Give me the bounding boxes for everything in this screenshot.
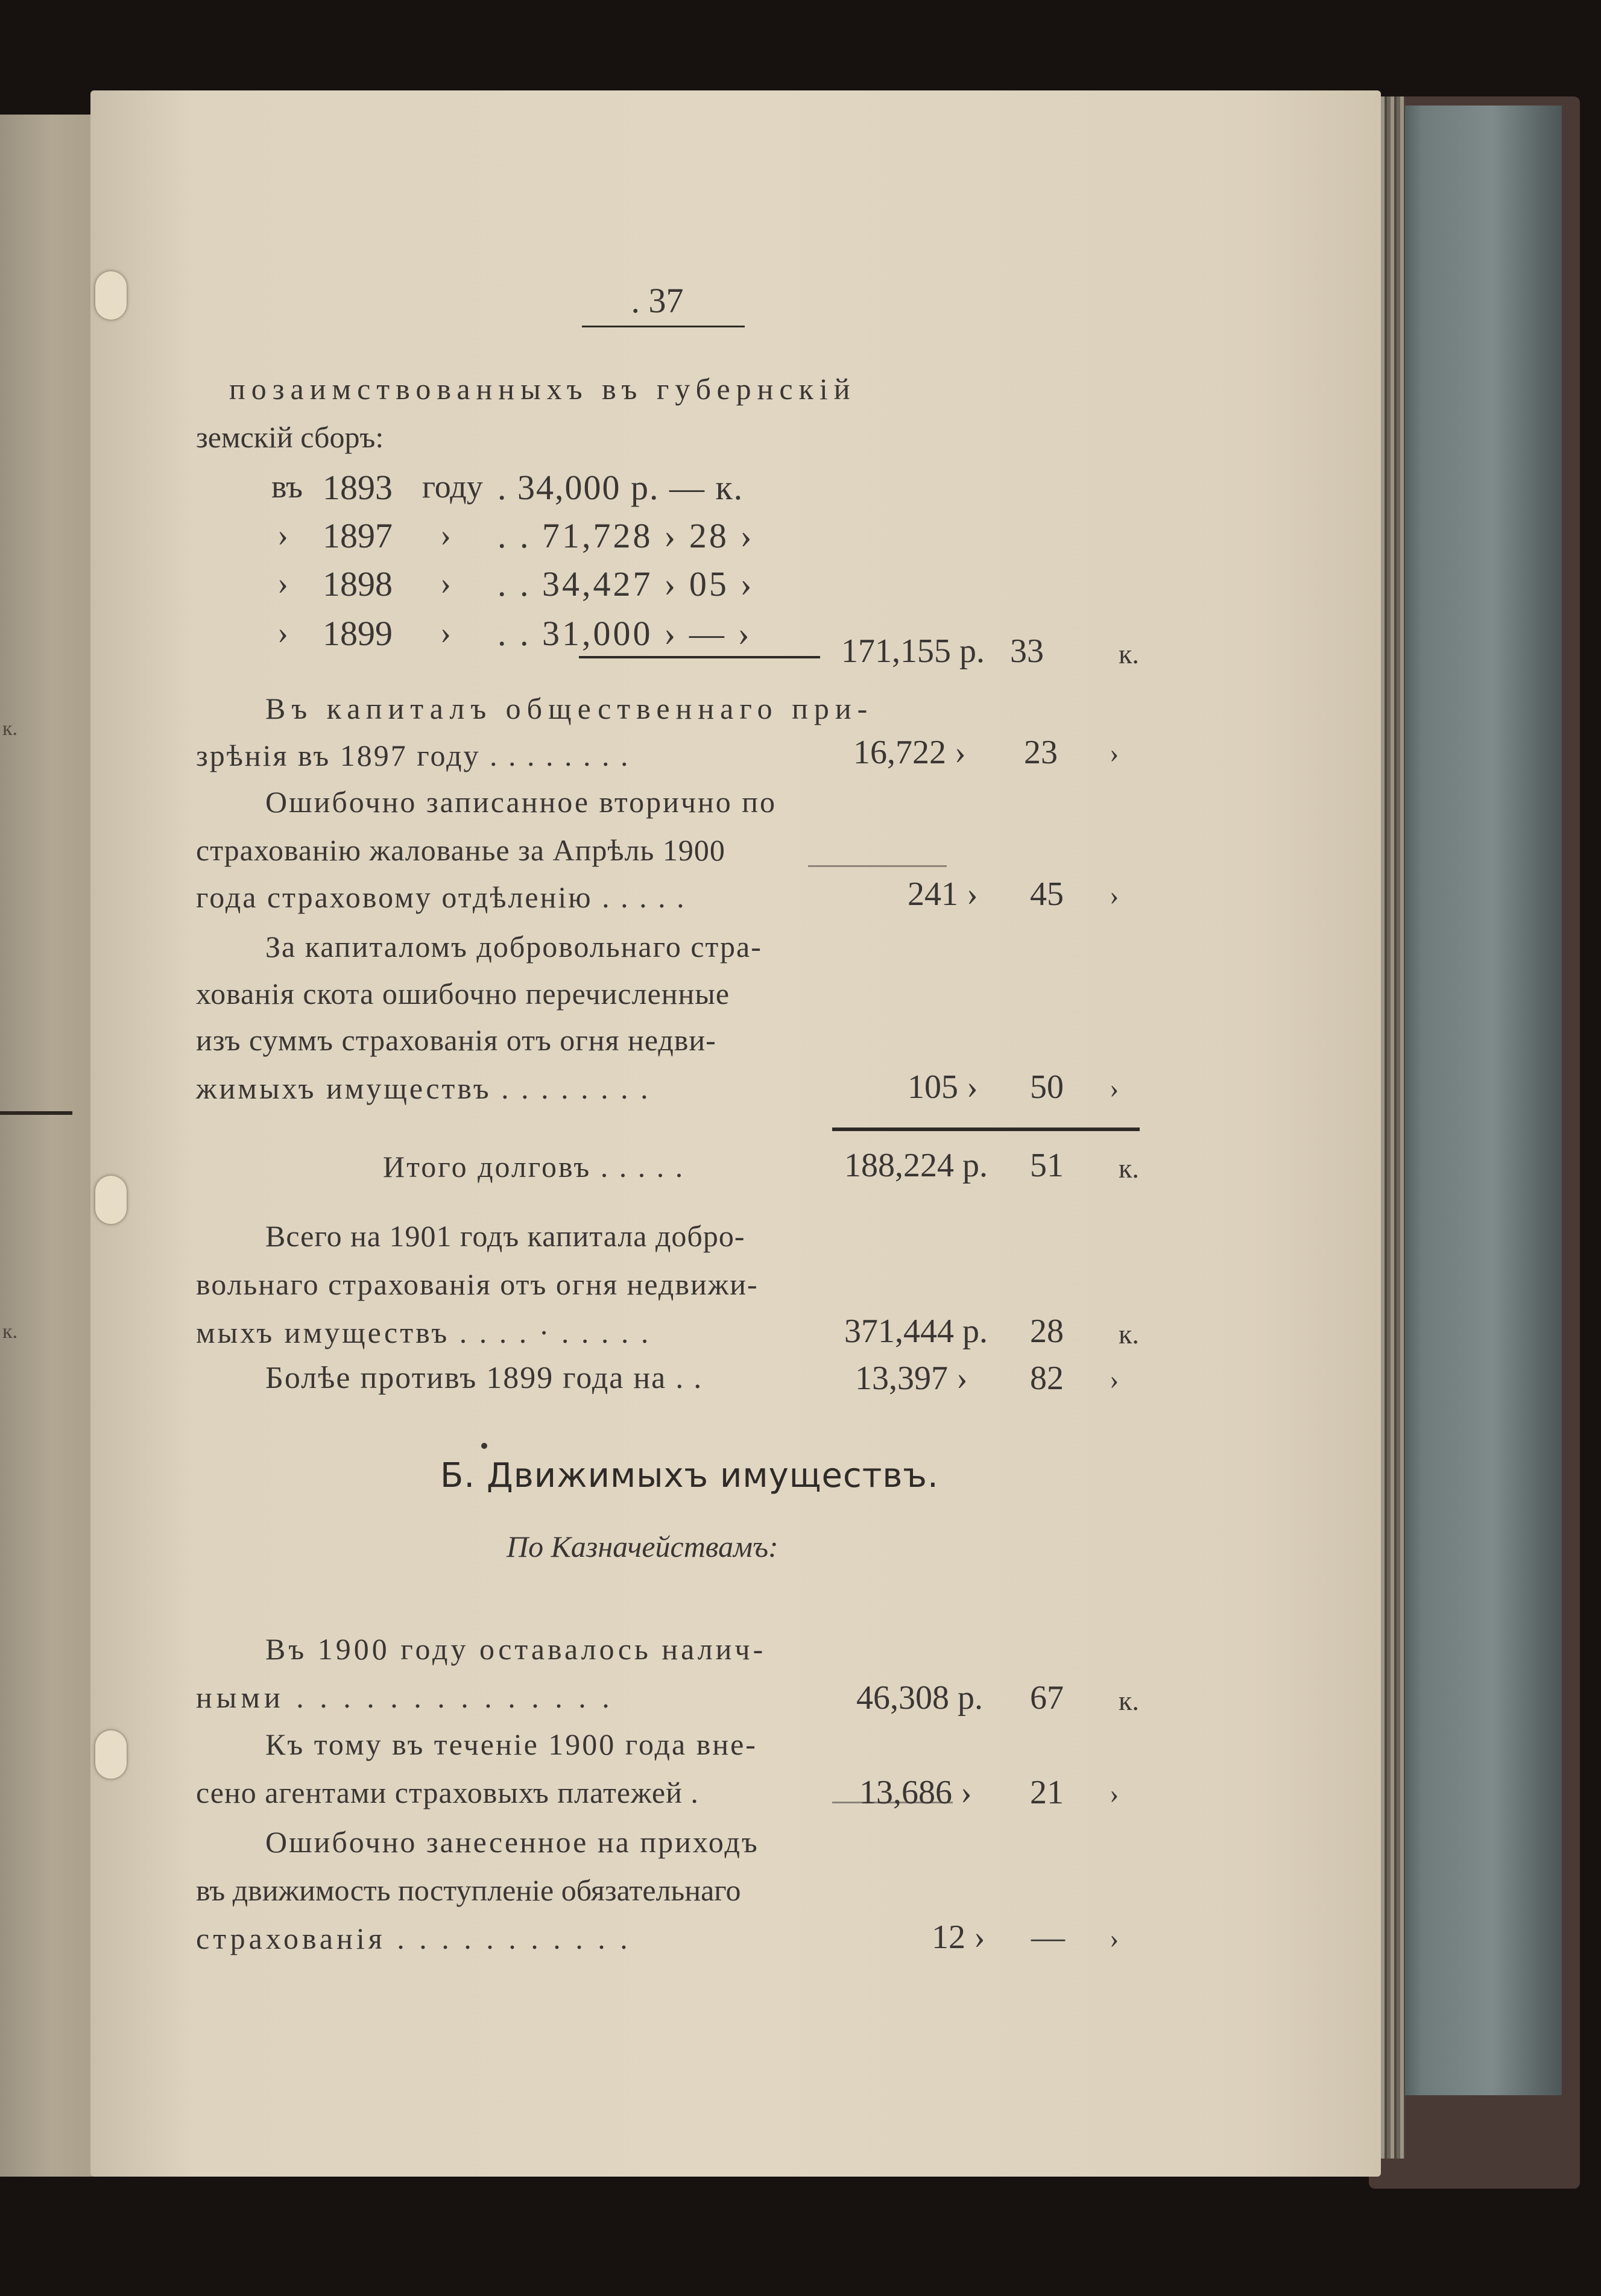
salary-line: страхованію жалованье за Апрѣль 1900 bbox=[196, 833, 725, 867]
more-than-rub: 13,397 › bbox=[855, 1360, 968, 1397]
charity-kop: 23 bbox=[1024, 734, 1058, 771]
debts-intro-line: земскій сборъ: bbox=[196, 420, 384, 454]
loan-prefix: въ bbox=[271, 468, 303, 505]
agents-line: Къ тому въ теченіе 1900 года вне- bbox=[265, 1727, 757, 1761]
speck bbox=[481, 1443, 487, 1449]
livestock-unit: › bbox=[1110, 1073, 1119, 1103]
loan-year: 1898 bbox=[323, 564, 393, 604]
loan-year: 1899 bbox=[323, 614, 393, 653]
salary-line: Ошибочно записанное вторично по bbox=[265, 785, 777, 819]
binding-staple bbox=[95, 1730, 127, 1779]
charity-unit: › bbox=[1110, 737, 1119, 768]
agents-kop: 21 bbox=[1030, 1774, 1064, 1811]
salary-kop: 45 bbox=[1030, 875, 1064, 913]
cash-line: Въ 1900 году оставалось налич- bbox=[265, 1632, 766, 1666]
salary-line: года страховому отдѣленію . . . . . bbox=[196, 880, 686, 914]
loans-total-rub: 171,155 р. bbox=[841, 632, 985, 670]
salary-unit: › bbox=[1110, 880, 1119, 910]
capital-unit: к. bbox=[1119, 1319, 1139, 1349]
cash-kop: 67 bbox=[1030, 1679, 1064, 1717]
cash-line: ными . . . . . . . . . . . . . . bbox=[196, 1680, 614, 1714]
debts-intro-line: позаимствованныхъ въ губернскій bbox=[229, 372, 856, 406]
erroneous-rub: 12 › bbox=[932, 1919, 985, 1956]
total-debts-label: Итого долговъ . . . . . bbox=[383, 1150, 685, 1184]
capital-line: мыхъ имуществъ . . . . · . . . . . bbox=[196, 1316, 651, 1349]
back-pages bbox=[1387, 106, 1562, 2095]
cash-unit: к. bbox=[1119, 1685, 1139, 1716]
livestock-rub: 105 › bbox=[908, 1068, 978, 1106]
total-debts-kop: 51 bbox=[1030, 1147, 1064, 1184]
agents-rub: 13,686 › bbox=[859, 1774, 972, 1811]
more-than-label: Болѣе противъ 1899 года на . . bbox=[265, 1361, 703, 1395]
erroneous-line: въ движимость поступленіе обязательнаго bbox=[196, 1873, 741, 1907]
more-than-kop: 82 bbox=[1030, 1360, 1064, 1397]
more-than-unit: › bbox=[1110, 1364, 1119, 1395]
debts-total-rule bbox=[832, 1128, 1140, 1131]
erroneous-line: Ошибочно занесенное на приходъ bbox=[265, 1825, 759, 1859]
loan-suffix: › bbox=[440, 517, 451, 553]
charity-line: зрѣнія въ 1897 году . . . . . . . . bbox=[196, 739, 630, 772]
loan-amount: . . 31,000 › — › bbox=[497, 614, 752, 653]
salary-rub: 241 › bbox=[908, 875, 978, 913]
loan-year: 1893 bbox=[323, 468, 393, 507]
agents-line: сено агентами страховыхъ платежей . bbox=[196, 1776, 699, 1809]
loan-suffix: › bbox=[440, 565, 451, 601]
left-page-rule bbox=[0, 1111, 72, 1115]
page-number: . 37 bbox=[631, 281, 684, 320]
livestock-kop: 50 bbox=[1030, 1068, 1064, 1106]
loans-sum-rule bbox=[579, 656, 820, 658]
salary-rule bbox=[808, 865, 947, 867]
loan-amount: . . 34,427 › 05 › bbox=[497, 564, 754, 604]
loan-prefix: › bbox=[277, 517, 288, 553]
loan-suffix: › bbox=[440, 614, 451, 651]
capital-line: Всего на 1901 годъ капитала добро- bbox=[265, 1219, 745, 1253]
capital-line: вольнаго страхованія отъ огня недвижи- bbox=[196, 1267, 759, 1301]
loan-suffix: году bbox=[422, 468, 483, 505]
loan-prefix: › bbox=[277, 565, 288, 601]
loan-year: 1897 bbox=[323, 516, 393, 555]
loan-amount: . . 71,728 › 28 › bbox=[497, 516, 754, 555]
agents-unit: › bbox=[1110, 1778, 1119, 1809]
charity-rub: 16,722 › bbox=[853, 734, 966, 771]
erroneous-unit: › bbox=[1110, 1923, 1119, 1954]
erroneous-kop: — bbox=[1031, 1919, 1065, 1956]
left-page-fragment: к. bbox=[2, 1320, 18, 1343]
livestock-line: За капиталомъ добровольнаго стра- bbox=[265, 930, 762, 964]
cash-rub: 46,308 р. bbox=[856, 1679, 983, 1717]
livestock-line: хованія скота ошибочно перечисленные bbox=[196, 977, 730, 1011]
capital-kop: 28 bbox=[1030, 1313, 1064, 1350]
loans-total-kop: 33 bbox=[1010, 632, 1044, 670]
capital-rub: 371,444 р. bbox=[844, 1313, 988, 1350]
loans-total-unit: к. bbox=[1119, 639, 1139, 669]
loan-amount: . 34,000 р. — к. bbox=[497, 468, 744, 507]
livestock-line: жимыхъ имуществъ . . . . . . . . bbox=[196, 1071, 651, 1105]
total-debts-unit: к. bbox=[1119, 1153, 1139, 1184]
section-heading: Б. Движимыхъ имуществъ. bbox=[440, 1456, 939, 1495]
charity-line: Въ капиталъ общественнаго при- bbox=[265, 692, 874, 725]
loan-prefix: › bbox=[277, 614, 288, 651]
binding-staple bbox=[95, 1176, 127, 1224]
subheading: По Казначействамъ: bbox=[507, 1530, 778, 1563]
total-debts-rub: 188,224 р. bbox=[844, 1147, 988, 1184]
binding-staple bbox=[95, 271, 127, 320]
page-number-rule bbox=[582, 326, 745, 327]
left-page-fragment: к. bbox=[2, 718, 18, 740]
erroneous-line: страхованія . . . . . . . . . . . bbox=[196, 1922, 631, 1955]
livestock-line: изъ суммъ страхованія отъ огня недви- bbox=[196, 1023, 716, 1057]
